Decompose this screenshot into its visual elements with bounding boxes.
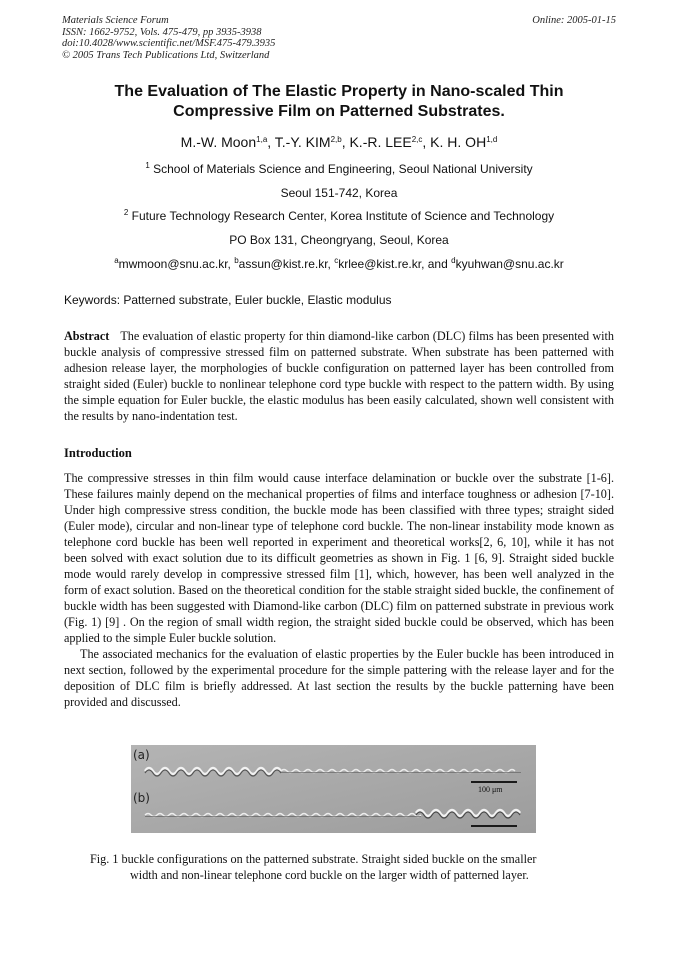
author-sup: 2,b (330, 135, 342, 144)
author-name: K. H. OH (430, 134, 487, 150)
figure-1-micrograph (131, 745, 536, 833)
section-heading-introduction: Introduction (64, 446, 132, 460)
email: krlee@kist.re.kr (338, 257, 422, 271)
paper-title (40, 82, 638, 122)
abstract-text: The evaluation of elastic property for thin diamond-like carbon (DLC) films has been presented with buckle analysis of compressive stressed film on patterned substrate. When substrate has been patterned with adhesion release layer, the morphologies of buckle configuration on patterned layer has been controlled from straight sided (Euler) buckle to nonlinear telephone cord type buckle with respect to the pattern width. By using the simple equation for Euler buckle, the elastic modulus has been easily calculated, shown well consistent with the results by nano-indentation test. (64, 329, 615, 423)
figure-label-b: (b) (133, 791, 150, 805)
affiliation-2: $^2$ Future Technology Research Center, Korea Institute of Science and Technology PO Box 131, Cheongryang, Seoul, Korea (123, 208, 555, 247)
figure-1-caption (90, 851, 610, 883)
author-sup: 2,c (411, 135, 423, 144)
introduction-body (64, 470, 614, 710)
affiliation-1: $^1$ School of Materials Science and Engineering, Seoul National University Seoul 151-742, Korea (145, 161, 533, 200)
email: mwmoon@snu.ac.kr (118, 257, 228, 271)
caption-line-1: Fig. 1 buckle configurations on the patterned substrate. Straight sided buckle on the smaller (90, 852, 537, 866)
email: assun@kist.re.kr (238, 257, 328, 271)
copyright: © 2005 Trans Tech Publications Ltd, Switzerland (62, 49, 270, 61)
email: kyuhwan@snu.ac.kr (455, 257, 564, 271)
scale-bar (471, 781, 517, 783)
caption-line-2: width and non-linear telephone cord buckle on the larger width of patterned layer. (130, 868, 529, 882)
scale-bar (471, 825, 517, 827)
scale-bar-label: 100 μm (478, 785, 503, 794)
abstract-label: Abstract (64, 329, 110, 343)
paragraph: The associated mechanics for the evaluation of elastic properties by the Euler buckle has been introduced in next section, followed by the experimental procedure for the simple pattering with the release layer and for the deposition of DLC film is briefly addressed. At last section the results by the buckle patterning have been provided and discussed. (64, 647, 614, 709)
email-list: $^a$mwmoon@snu.ac.kr, $^b$assun@kist.re.kr, $^c$krlee@kist.re.kr, and $^d$kyuhwan@snu.ac.kr (114, 256, 564, 271)
online-date: Online: 2005-01-15 (532, 15, 616, 26)
figure-label-a: (a) (133, 748, 150, 762)
buckle-micrograph (131, 745, 536, 833)
title-line-1: The Evaluation of The Elastic Property in Nano-scaled Thin (114, 83, 564, 100)
author-sup: 1,a (256, 135, 268, 144)
keywords: Keywords: Patterned substrate, Euler buckle, Elastic modulus (64, 293, 392, 307)
author-list: M.-W. Moon$^{1,a}$, T.-Y. KIM$^{2,b}$, K.-R. LEE$^{2,c}$, K. H. OH$^{1,d}$ (180, 134, 498, 150)
author-name: K.-R. LEE (349, 134, 412, 150)
doi: doi:10.4028/www.scientific.net/MSF.475-479.3935 (62, 38, 276, 49)
author-name: T.-Y. KIM (274, 134, 331, 150)
author-sup: 1,d (486, 135, 498, 144)
journal-header (62, 15, 616, 61)
title-line-2: Compressive Film on Patterned Substrates. (173, 103, 505, 120)
author-name: M.-W. Moon (180, 134, 257, 150)
paragraph: The compressive stresses in thin film would cause interface delamination or buckle over the substrate [1-6]. These failures mainly depend on the mechanical properties of films and interface toughness or adhesion [7-10]. Under high compressive stress condition, the buckle mode has been classified with three types; straight sided (Euler mode), circular and non-linear type of telephone cord buckle. The non-linear instability mode known as telephone cord buckle has been well reported in experiment and theoretical works[2, 6, 10], while it has not been solved with exact solution due to its difficult geometries as shown in Fig. 1 [6, 9]. Straight sided buckle mode would rarely develop in compressive stressed film [1], which, however, has been well analyzed in the form of exact solution. Based on the theoretical condition for the stable straight sided buckle, the confinement of buckle width has been suggested with Diamond-like carbon (DLC) film on patterned substrate in previous work (Fig. 1) [9] . On the region of small width region, the straight sided buckle could be observed, which has been applied to the simple Euler buckle solution. (64, 471, 614, 645)
issn: ISSN: 1662-9752, Vols. 475-479, pp 3935-3938 (62, 26, 262, 38)
journal-name: Materials Science Forum (62, 15, 169, 26)
abstract (64, 328, 614, 424)
